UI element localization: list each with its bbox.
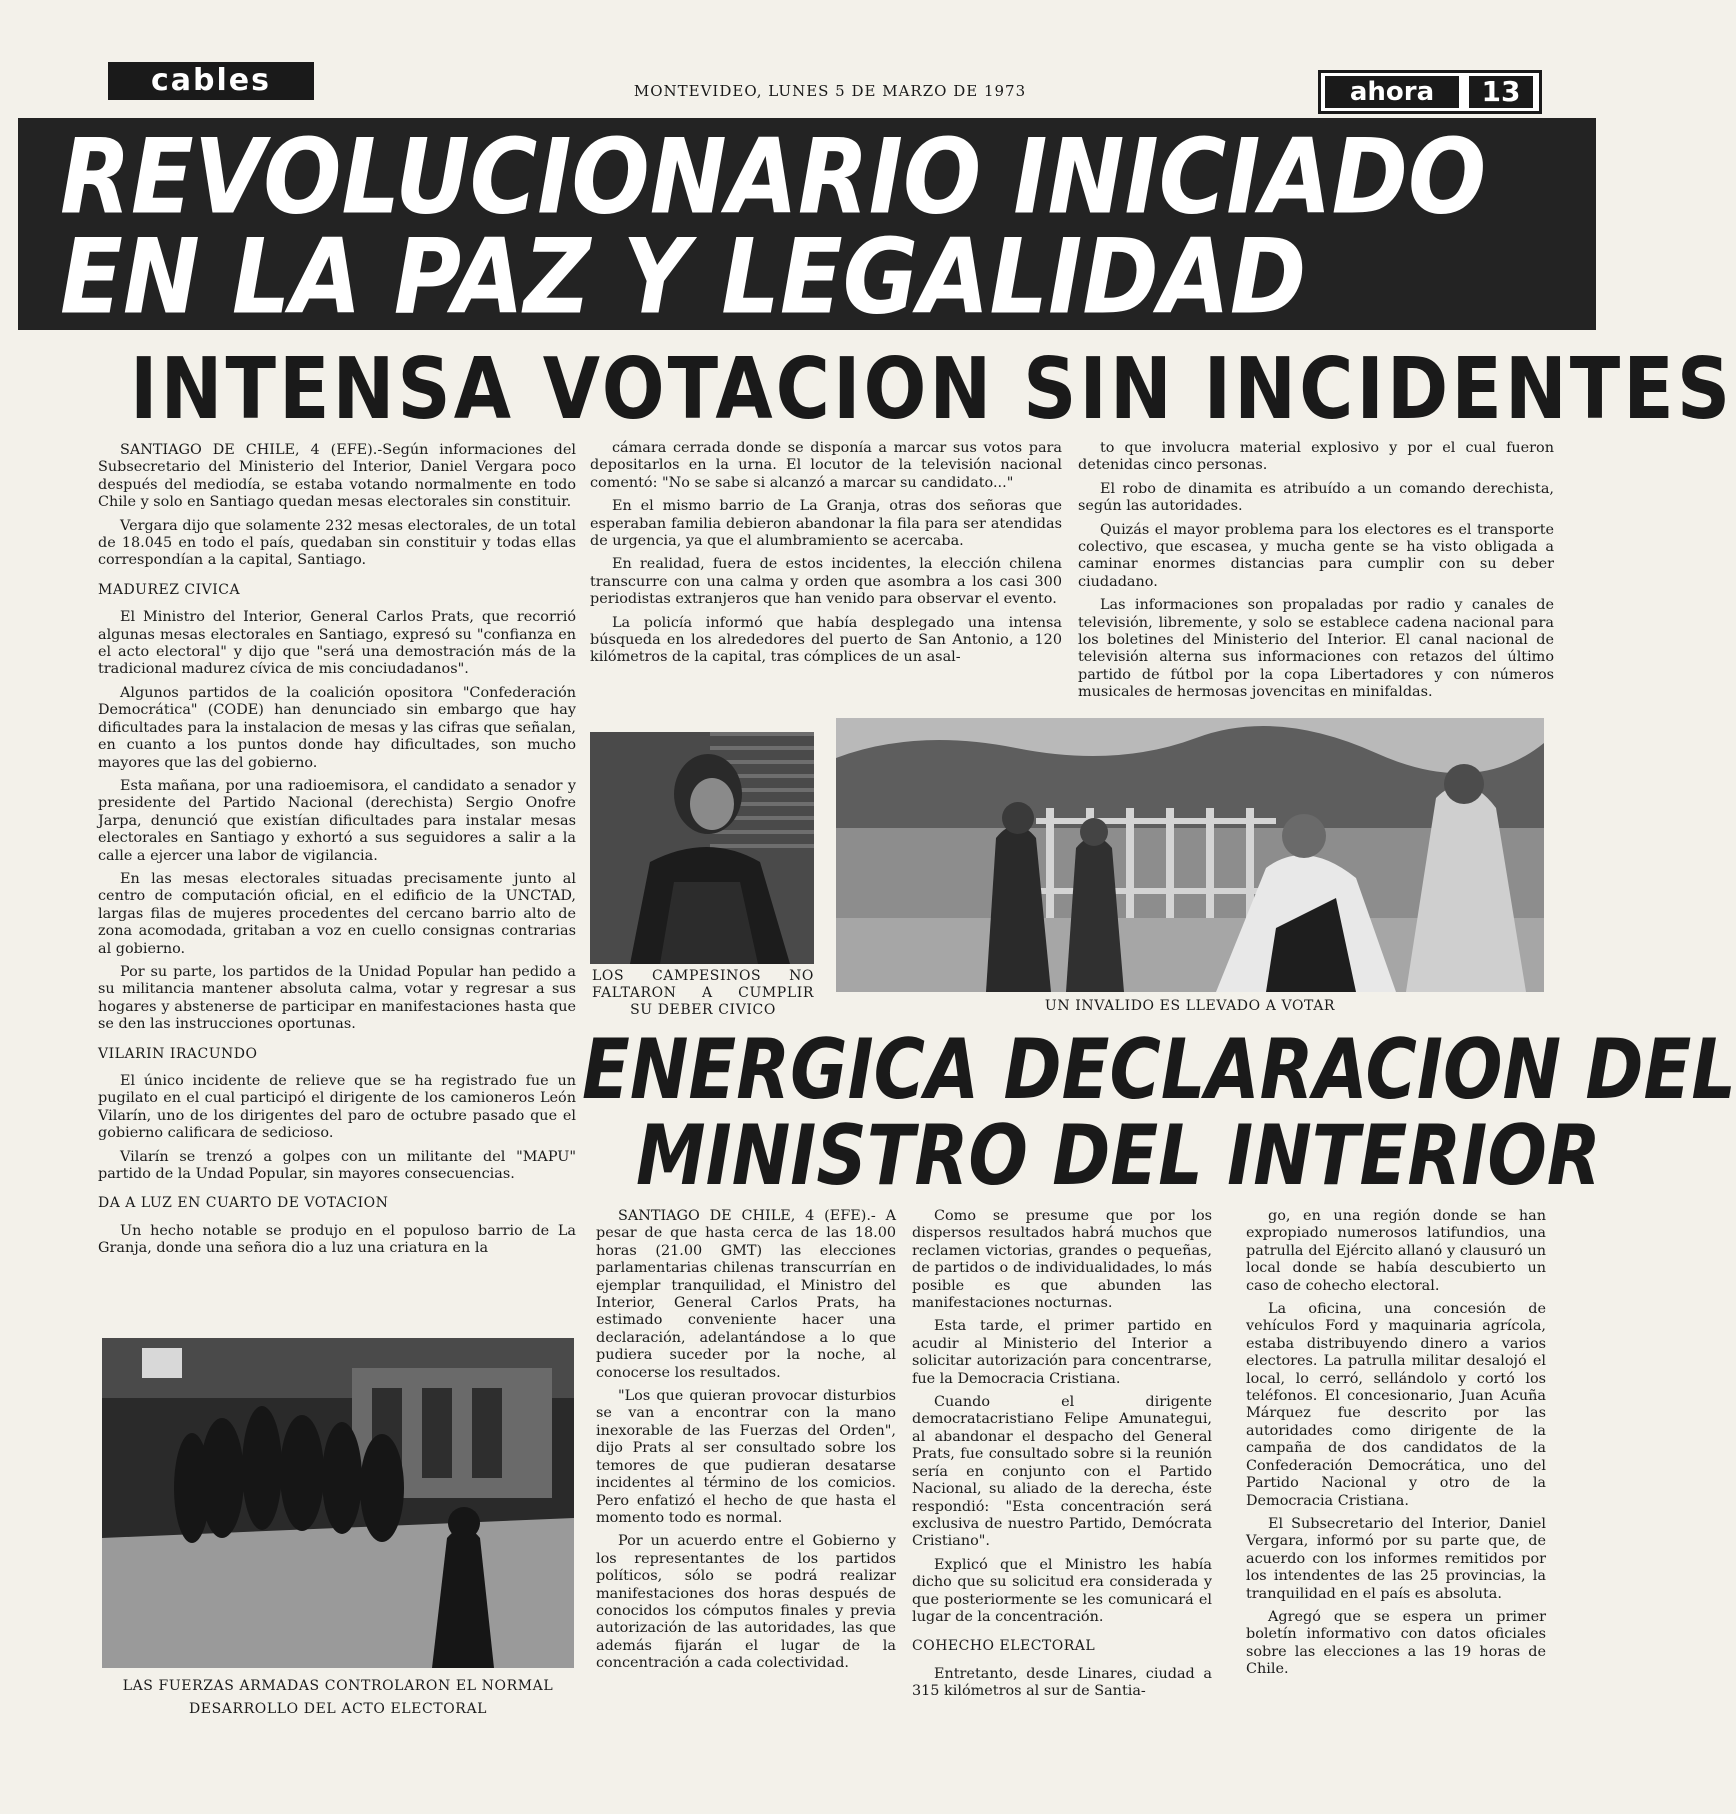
headline-line-1: REVOLUCIONARIO INICIADO — [60, 117, 1487, 238]
second-headline-line-2: MINISTRO DEL INTERIOR — [636, 1107, 1601, 1204]
paragraph: La oficina, una concesión de vehículos Ford y maquinaria agrícola, estaba distribuyendo dinero a varios electores. La patrulla militar desalojó el local, lo cerró, sellándolo y cortó los teléfonos. El concesionario, Juan Acuña Márquez fue descrito por las autoridades como dirigente de la campaña de dos candidatos de la Confederación Democrática, uno del Partido Nacional y otro de la Democracia Cristiana. — [1246, 1301, 1546, 1509]
photo-fuerzas-armadas-image — [102, 1338, 574, 1668]
paragraph: Las informaciones son propaladas por radio y canales de televisión, libremente, y solo se establece cadena nacional para los boletines del Ministerio del Interior. El canal nacional de televisión alterna sus informaciones con retazos del último partido de fútbol por la copa Libertadores y con números musicales de hermosas jovencitas en minifaldas. — [1078, 597, 1554, 701]
paragraph: El robo de dinamita es atribuído a un comando derechista, según las autoridades. — [1078, 480, 1554, 515]
paragraph: "Los que quieran provocar disturbios se van a encontrar con la mano inexorable de las Fuerzas del Orden", dijo Prats al ser consultado sobre los temores de que pudieran desatarse incidentes al término de los comicios. Pero enfatizó el hecho de que hasta el momento todo es normal. — [596, 1388, 896, 1526]
caption-invalido: UN INVALIDO ES LLEVADO A VOTAR — [1044, 998, 1336, 1014]
paragraph: SANTIAGO DE CHILE, 4 (EFE).-Según informaciones del Subsecretario del Ministerio del Interior, Daniel Vergara poco después del mediodía, se estaba votando normalmente en todo Chile y solo en Santiago quedan mesas electorales sin constituir. — [98, 442, 576, 511]
caption-fuerzas-armadas — [102, 1678, 574, 1718]
paragraph: Esta tarde, el primer partido en acudir al Ministerio del Interior a solicitar autorización para concentrarse, fue la Democracia Cristiana. — [912, 1318, 1212, 1387]
paragraph: cámara cerrada donde se disponía a marcar sus votos para depositarlos en la urna. El locutor de la televisión nacional comentó: "No se sabe si alcanzó a marcar su candidato..." — [590, 440, 1062, 491]
article2-column-3 — [1246, 1208, 1546, 1728]
subhead-da-a-luz: DA A LUZ EN CUARTO DE VOTACION — [98, 1195, 389, 1212]
paragraph: La policía informó que había desplegado una intensa búsqueda en los alrededores del puerto de San Antonio, a 120 kilómetros de la capital, tras cómplices de un asal- — [590, 614, 1062, 666]
second-headline-line-1: ENERGICA DECLARACION DEL — [582, 1021, 1736, 1118]
paragraph: El único incidente de relieve que se ha registrado fue un pugilato en el cual participó el dirigente de los camioneros León Vilarín, uno de los dirigentes del paro de octubre pasado que el gobierno calificara de sedicioso. — [98, 1073, 576, 1142]
subhead-vilarin: VILARIN IRACUNDO — [98, 1045, 258, 1062]
photo-invalido-image — [836, 718, 1544, 992]
paragraph: En realidad, fuera de estos incidentes, la elección chilena transcurre con una calma y orden que asombra a los casi 300 periodistas extranjeros que han venido para observar el evento. — [590, 556, 1062, 608]
caption-line: LAS FUERZAS ARMADAS CONTROLARON EL NORMAL — [122, 1678, 554, 1694]
publication-name: ahora — [1325, 76, 1459, 108]
paragraph: Un hecho notable se produjo en el populoso barrio de La Granja, donde una señora dio a luz una criatura en la — [98, 1222, 576, 1257]
paragraph: Vilarín se trenzó a golpes con un militante del "MAPU" partido de la Undad Popular, sin mayores consecuencias. — [98, 1148, 576, 1183]
paragraph: Agregó que se espera un primer boletín informativo con datos oficiales sobre las elecciones a las 19 horas de Chile. — [1246, 1608, 1546, 1678]
section-label: cables — [108, 62, 314, 100]
article2-column-2 — [912, 1208, 1212, 1728]
page-number: 13 — [1469, 76, 1533, 108]
dateline: MONTEVIDEO, LUNES 5 DE MARZO DE 1973 — [633, 82, 1027, 100]
paragraph: Vergara dijo que solamente 232 mesas electorales, de un total de 18.045 en todo el país, quedaban sin constituir y todas ellas correspondían a la capital, Santiago. — [98, 517, 576, 569]
paragraph: En las mesas electorales situadas precisamente junto al centro de computación oficial, en el edificio de la UNCTAD, largas filas de mujeres procedentes del cercano barrio alto de zona acomodada, gritaban a voz en cuello consignas contrarias al gobierno. — [98, 870, 576, 957]
caption-line: LOS CAMPESINOS NO — [592, 968, 814, 984]
paragraph: Explicó que el Ministro les había dicho que su solicitud era considerada y que posteriormente se les comunicará el lugar de la concentración. — [912, 1556, 1212, 1625]
paragraph: Por su parte, los partidos de la Unidad Popular han pedido a su militancia mantener absoluta calma, votar y regresar a sus hogares y abstenerse de participar en manifestaciones hasta que se den las instrucciones oportunas. — [98, 963, 576, 1033]
photo-fuerzas-armadas — [102, 1338, 574, 1668]
publication-badge — [1318, 70, 1542, 114]
photo-invalido — [836, 718, 1544, 992]
paragraph: Como se presume que por los dispersos resultados habrá muchos que reclamen victorias, grandes o pequeñas, de partidos o de individualidades, lo más posible es que abunden las manifestaciones nocturnas. — [912, 1208, 1212, 1312]
paragraph: Esta mañana, por una radioemisora, el candidato a senador y presidente del Partido Nacional (derechista) Sergio Onofre Jarpa, denunció que existían dificultades para instalar mesas electorales en Santiago y exhortó a sus seguidores a salir a la calle a ejercer una labor de vigilancia. — [98, 777, 576, 864]
article2-column-1 — [596, 1208, 896, 1728]
paragraph: Entretanto, desde Linares, ciudad a 315 kilómetros al sur de Santia- — [912, 1665, 1212, 1700]
photo-campesinos-image — [590, 732, 814, 964]
paragraph: Cuando el dirigente democratacristiano Felipe Amunategui, al abandonar el despacho del General Prats, fue consultado sobre si la reunión sería en conjunto con el Partido Nacional, su aliado de la derecha, éste respondió: "Esta concentración será exclusiva de nuestro Partido, Demócrata Cristiano". — [912, 1394, 1212, 1550]
subheadline: INTENSA VOTACION SIN INCIDENTES — [130, 339, 1734, 439]
headline-line-2: EN LA PAZ Y LEGALIDAD — [60, 217, 1307, 338]
subhead-madurez: MADUREZ CIVICA — [98, 581, 241, 598]
caption-line: DESARROLLO DEL ACTO ELECTORAL — [188, 1701, 488, 1717]
photo-campesinos — [590, 732, 814, 964]
caption-line: SU DEBER CIVICO — [630, 1002, 776, 1018]
paragraph: El Subsecretario del Interior, Daniel Vergara, informó por su parte que, de acuerdo con los informes remitidos por los intendentes de las 25 provincias, la tranquilidad en el país es absoluta. — [1246, 1515, 1546, 1602]
paragraph: to que involucra material explosivo y por el cual fueron detenidas cinco personas. — [1078, 440, 1554, 474]
caption-campesinos — [592, 968, 814, 1019]
paragraph: SANTIAGO DE CHILE, 4 (EFE).- A pesar de que hasta cerca de las 18.00 horas (21.00 GMT) las elecciones parlamentarias chilenas transcurrían en ejemplar tranquilidad, el Ministro del Interior, General Carlos Prats, ha estimado conveniente hacer una declaración, adelantándose a lo que pudiera suceder por la noche, al conocerse los resultados. — [596, 1208, 896, 1381]
paragraph: Quizás el mayor problema para los electores es el transporte colectivo, que escasea, y mucha gente se ha visto obligada a caminar enormes distancias para cumplir con su deber ciudadano. — [1078, 521, 1554, 590]
paragraph: El Ministro del Interior, General Carlos Prats, que recorrió algunas mesas electorales en Santiago, expresó su "confianza en el acto electoral" y dijo que "será una demostración más de la tradicional madurez cívica de mis conciudadanos". — [98, 609, 576, 678]
article1-column-3 — [1078, 440, 1554, 722]
paragraph: En el mismo barrio de La Granja, otras dos señoras que esperaban familia debieron abandonar la fila para ser atendidas de urgencia, ya que el alumbramiento se acercaba. — [590, 498, 1062, 550]
paragraph: go, en una región donde se han expropiado numerosos latifundios, una patrulla del Ejército allanó y clausuró un local donde se había descubierto un caso de cohecho electoral. — [1246, 1208, 1546, 1294]
subhead-cohecho: COHECHO ELECTORAL — [912, 1638, 1096, 1655]
paragraph: Algunos partidos de la coalición opositora "Confederación Democrática" (CODE) han denunciado sin embargo que hay dificultades para la instalacion de mesas y las cifras que señalan, en cuanto a los puntos donde hay dificultades, son mucho mayores que las del gobierno. — [98, 684, 576, 771]
article1-column-2 — [590, 440, 1062, 722]
caption-line: FALTARON A CUMPLIR — [592, 985, 814, 1001]
paragraph: Por un acuerdo entre el Gobierno y los representantes de los partidos políticos, sólo se podrá realizar manifestaciones dos horas después de conocidos los cómputos finales y previa autorización de las autoridades, las que además fijarán el lugar de la concentración a cada colectividad. — [596, 1533, 896, 1672]
